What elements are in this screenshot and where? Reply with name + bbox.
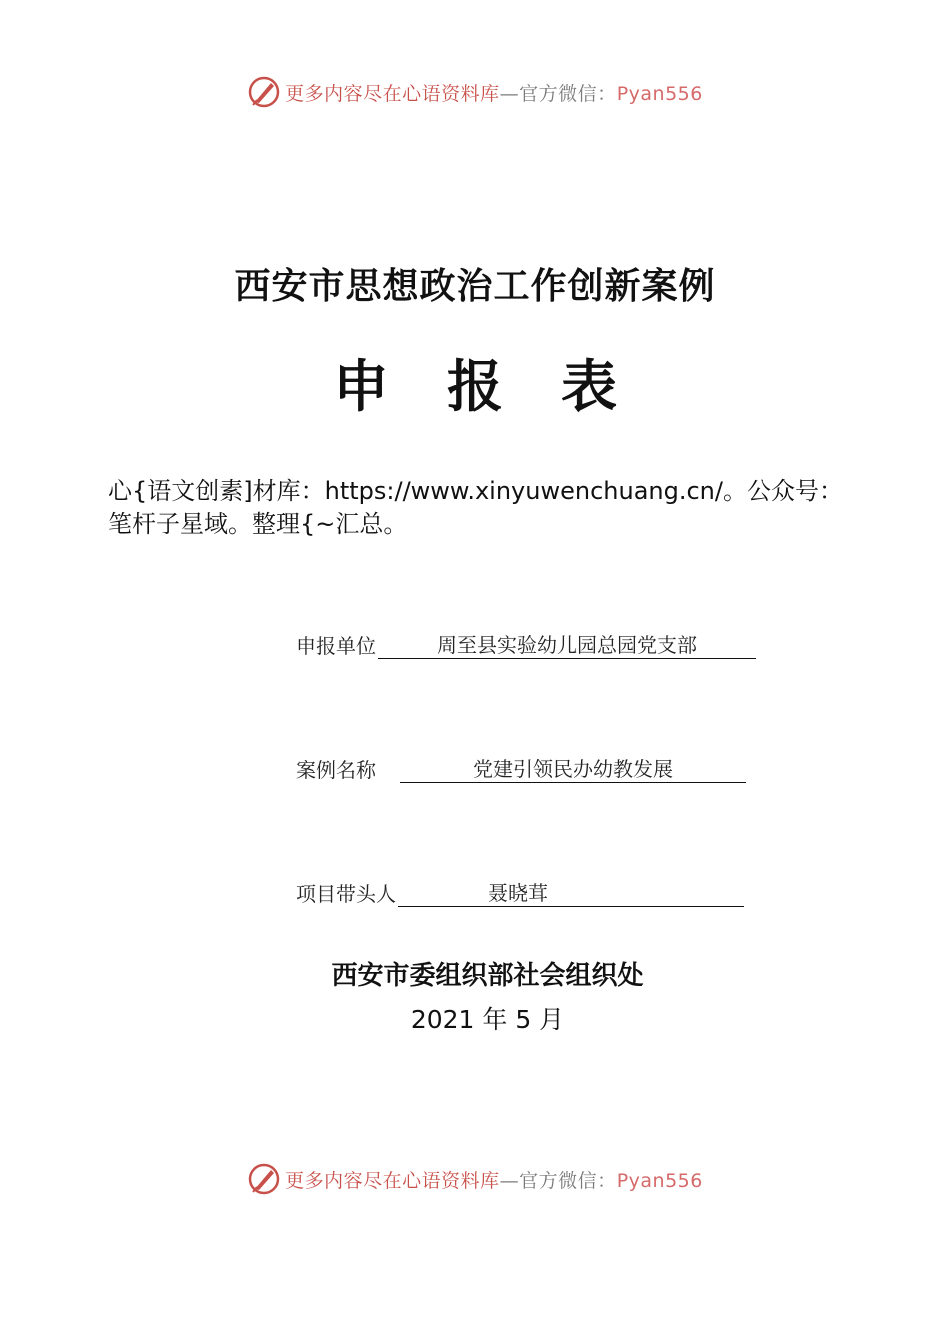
document-date: 2021 年 5 月 <box>410 1005 565 1034</box>
document-subtitle: 申报表 <box>333 355 675 420</box>
watermark-id-text: Pyan556 <box>616 82 703 105</box>
source-note: 心{语文创素]材库：https://www.xinyuwenchuang.cn/。公众号：笔杆子星域。整理{~汇总。 <box>108 477 843 538</box>
watermark-id-text: Pyan556 <box>616 1169 703 1192</box>
watermark-mid-text: —官方微信： <box>499 82 617 105</box>
watermark-banner-bottom <box>0 1159 950 1199</box>
field-unit-value: 周至县实验幼儿园总园党支部 <box>378 632 756 659</box>
watermark-mid-text: —官方微信： <box>499 1169 617 1192</box>
field-leader-value: 聂晓茸 <box>488 881 548 905</box>
watermark-main-text: 更多内容尽在心语资料库 <box>285 82 500 105</box>
field-leader <box>296 878 744 907</box>
document-title: 西安市思想政治工作创新案例 <box>234 266 716 307</box>
watermark-main-text: 更多内容尽在心语资料库 <box>285 1169 500 1192</box>
watermark-banner-top <box>0 72 950 112</box>
field-unit-label: 申报单位 <box>296 634 376 658</box>
field-leader-line <box>398 880 744 907</box>
quill-logo-icon <box>247 1162 281 1196</box>
quill-logo-icon <box>247 75 281 109</box>
watermark-text <box>285 79 703 106</box>
issuing-organization: 西安市委组织部社会组织处 <box>331 961 644 991</box>
field-case-label: 案例名称 <box>296 758 376 782</box>
field-leader-label: 项目带头人 <box>296 882 396 906</box>
field-case-name <box>296 754 746 783</box>
field-unit <box>296 630 756 659</box>
watermark-text <box>285 1166 703 1193</box>
field-case-value: 党建引领民办幼教发展 <box>400 756 746 783</box>
